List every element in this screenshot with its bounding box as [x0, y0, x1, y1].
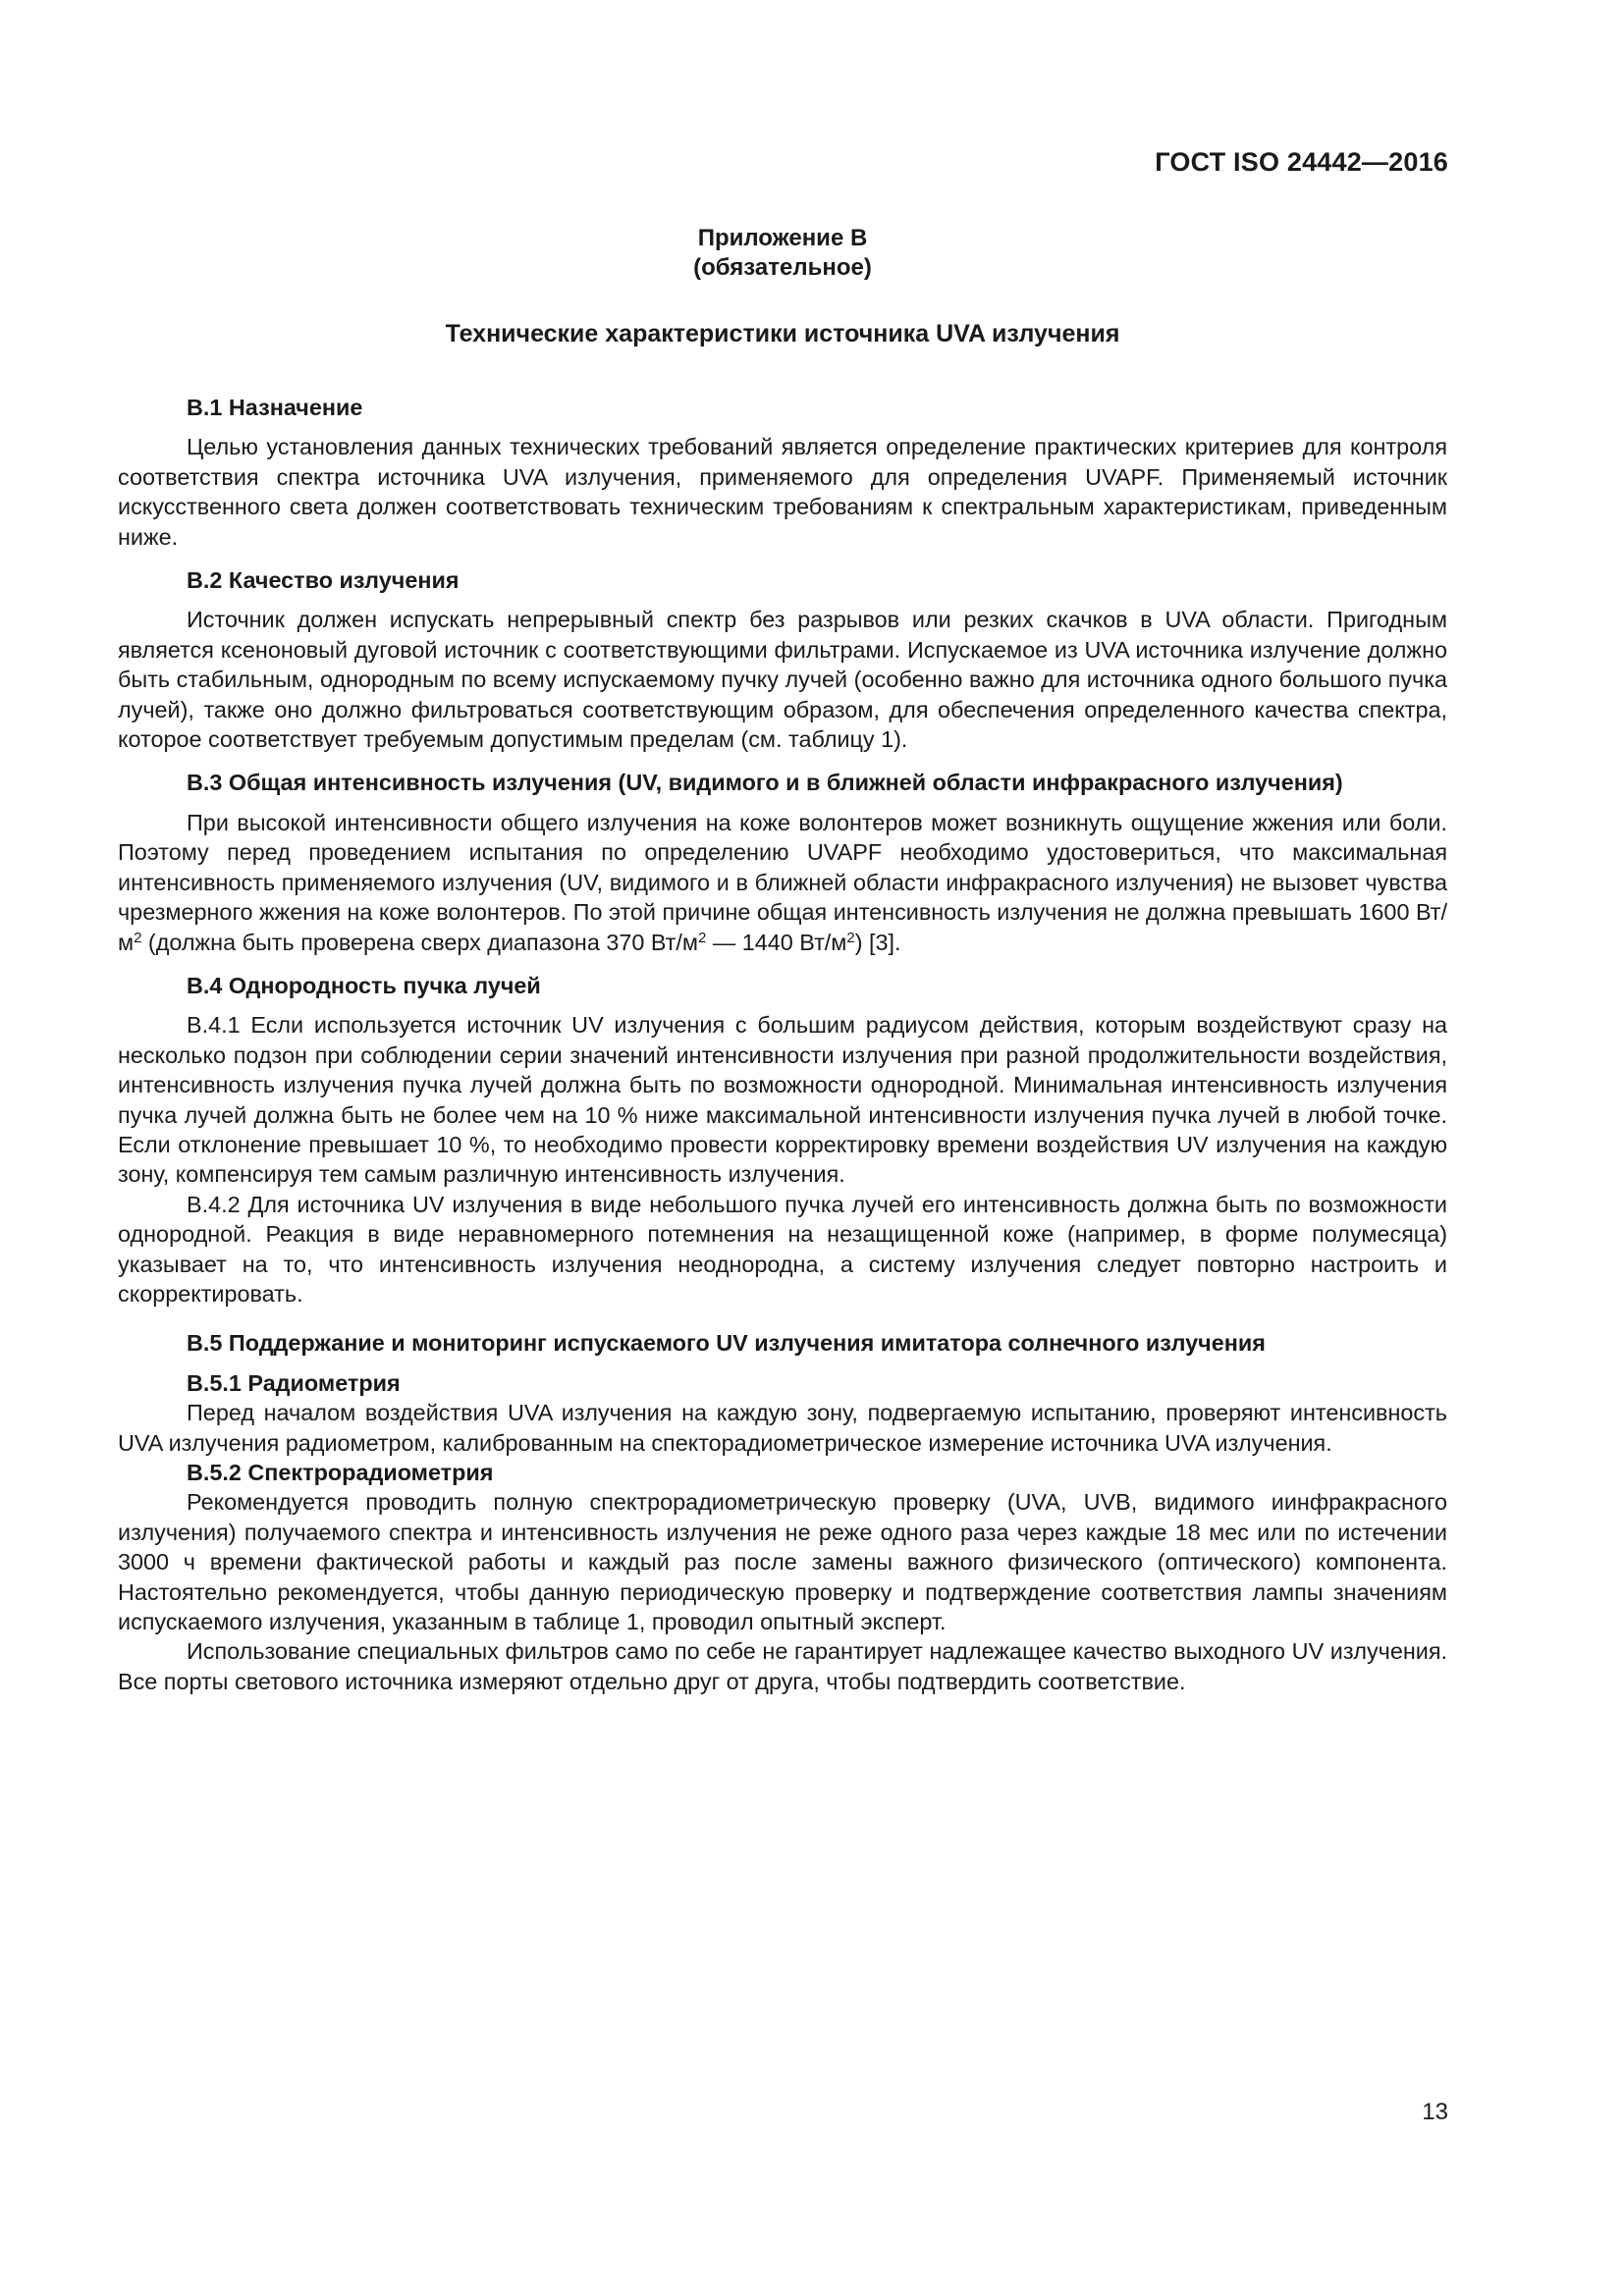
- section-heading-b3: В.3 Общая интенсивность излучения (UV, видимого и в ближней области инфракрасного излучения): [187, 770, 1343, 796]
- section-heading-b2: В.2 Качество излучения: [187, 567, 460, 594]
- paragraph-b2: Источник должен испускать непрерывный спектр без разрывов или резких скачков в UVA области. Пригодным является ксеноновый дуговой источник с соответствующими фильтрами. Испускаемое из UVA источника излучение должно быть стабильным, однородным по всему испускаемому пучку лучей (особенно важно для источника одного большого пучка лучей), также оно должно фильтроваться соответствующим образом, для обеспечения определенного качества спектра, которое соответствует требуемым допустимым пределам (см. таблицу 1).: [118, 607, 1447, 753]
- section-heading-b5: В.5 Поддержание и мониторинг испускаемого UV излучения имитатора солнечного излучения: [187, 1330, 1266, 1357]
- paragraph-b5-1: Перед началом воздействия UVA излучения на каждую зону, подвергаемую испытанию, проверяют интенсивность UVA излучения радиометром, калиброванным на спекторадиометрическое измерение источника UVA излучения.: [118, 1400, 1447, 1456]
- paragraph-b4-1: В.4.1 Если используется источник UV излучения с большим радиусом действия, которым воздействуют сразу на несколько подзон при соблюдении серии значений интенсивности излучения при разной продолжительности воздействия, интенсивность излучения пучка лучей должна быть по возможности однородной. Минимальная интенсивность излучения пучка лучей должна быть не более чем на 10 % ниже максимальной интенсивности излучения пучка лучей в любой точке. Если отклонение превышает 10 %, то необходимо провести корректировку времени воздействия UV излучения на каждую зону, компенсируя тем самым различную интенсивность излучения.: [118, 1012, 1447, 1188]
- subsection-heading-b5-2: В.5.2 Спектрорадиометрия: [187, 1460, 494, 1485]
- annex-title: Технические характеристики источника UVA излучения: [445, 320, 1120, 347]
- page-number: 13: [1422, 2099, 1448, 2125]
- paragraph-b5-2-1: Рекомендуется проводить полную спектрорадиометрическую проверку (UVA, UVB, видимого иинфракрасного излучения) получаемого спектра и интенсивность излучения не реже одного раза через каждые 18 мес или по истечении 3000 ч времени фактической работы и каждый раз после замены важного физического (оптического) компонента. Настоятельно рекомендуется, чтобы данную периодическую проверку и подтверждение соответствия лампы значениям испускаемого излучения, указанным в таблице 1, проводил опытный эксперт.: [118, 1489, 1447, 1635]
- section-heading-b4: В.4 Однородность пучка лучей: [187, 972, 541, 998]
- annex-label: Приложение В: [697, 225, 868, 251]
- paragraph-b5-2-2: Использование специальных фильтров само по себе не гарантирует надлежащее качество выходного UV излучения. Все порты светового источника измеряют отдельно друг от друга, чтобы подтвердить соответствие.: [118, 1638, 1447, 1694]
- paragraph-b1: Целью установления данных технических требований является определение практических критериев для контроля соответствия спектра источника UVA излучения, применяемого для определения UVAPF. Применяемый источник искусственного света должен соответствовать техническим требованиям к спектральным характеристикам, приведенным ниже.: [118, 434, 1447, 550]
- annex-heading: [118, 224, 1447, 283]
- paragraph-b4-2: В.4.2 Для источника UV излучения в виде небольшого пучка лучей его интенсивность должна быть по возможности однородной. Реакция в виде неравномерного потемнения на незащищенной коже (например, в форме полумесяца) указывает на то, что интенсивность излучения неоднородна, а систему излучения следует повторно настроить и скорректировать.: [118, 1191, 1447, 1307]
- standard-code: ГОСТ ISO 24442—2016: [1155, 147, 1448, 177]
- paragraph-b3: При высокой интенсивности общего излучения на коже волонтеров может возникнуть ощущение жжения или боли. Поэтому перед проведением испытания по определению UVAPF необходимо удостовериться, что максимальная интенсивность применяемого излучения (UV, видимого и в ближней области инфракрасного излучения) не вызовет чувства чрезмерного жжения на коже волонтеров. По этой причине общая интенсивность излучения не должна превышать 1600 $Вт/м^2$ (должна быть проверена сверх диапазона 370 $Вт/м^2$ — 1440 $Вт/м^2$) [3].: [118, 809, 1447, 955]
- section-heading-b1: В.1 Назначение: [187, 395, 363, 420]
- document-body: [118, 393, 1447, 1696]
- subsection-heading-b5-1: В.5.1 Радиометрия: [187, 1369, 401, 1396]
- annex-status: (обязательное): [693, 254, 872, 281]
